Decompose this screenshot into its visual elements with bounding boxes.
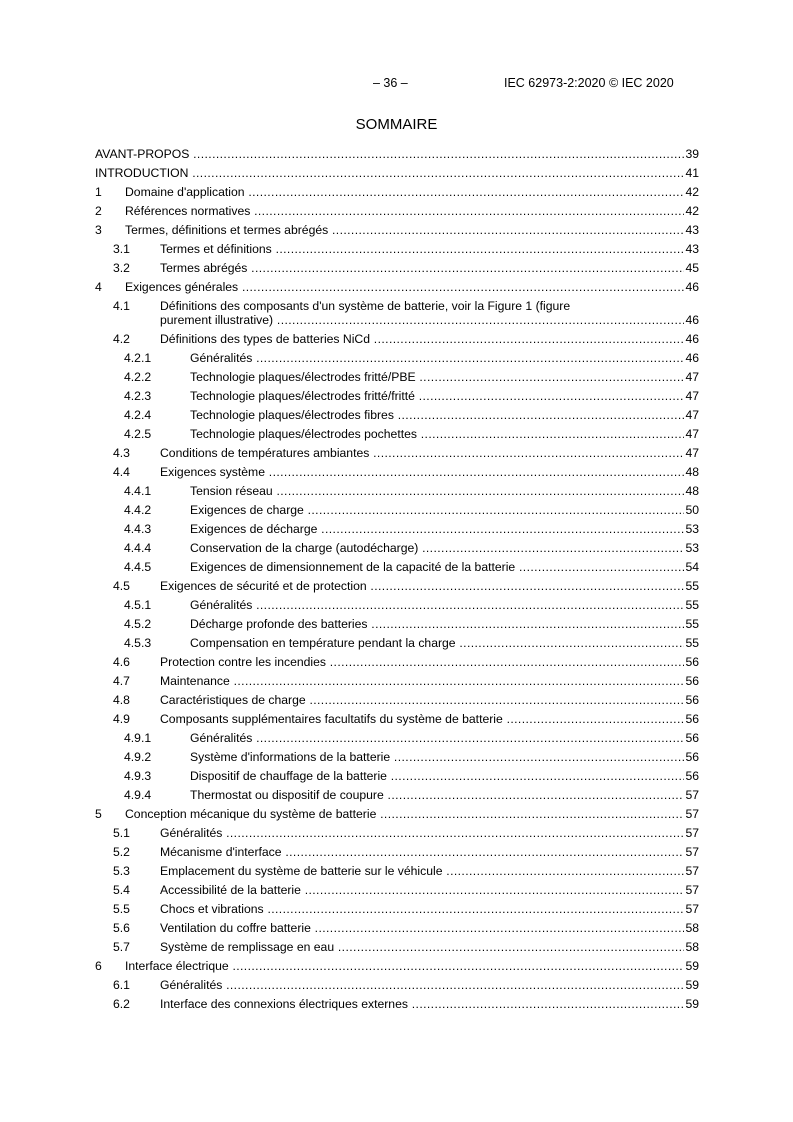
toc-entry-page: 53 xyxy=(685,541,699,555)
toc-entry-page: 57 xyxy=(685,788,699,802)
toc-entry-page: 56 xyxy=(685,731,699,745)
toc-entry-label: Conservation de la charge (autodécharge) ..... xyxy=(190,541,684,555)
toc-entry[interactable] xyxy=(95,899,699,918)
toc-entry-page: 56 xyxy=(685,674,699,688)
toc-entry-page: 56 xyxy=(685,750,699,764)
toc-entry[interactable] xyxy=(95,557,699,576)
toc-entry-page: 59 xyxy=(685,978,699,992)
toc-entry-page: 56 xyxy=(685,693,699,707)
toc-entry[interactable] xyxy=(95,576,699,595)
toc-entry-page: 56 xyxy=(685,712,699,726)
toc-entry-page: 57 xyxy=(685,845,699,859)
toc-entry[interactable] xyxy=(95,766,699,785)
toc-entry-number: 4.4.4 xyxy=(124,541,152,555)
toc-entry-number: 5.5 xyxy=(113,902,130,916)
toc-entry-label: Conditions de températures ambiantes ..... xyxy=(160,446,684,460)
toc-entry-label: Technologie plaques/électrodes pochettes ..... xyxy=(190,427,684,441)
toc-entry[interactable] xyxy=(95,481,699,500)
toc-entry-number: 4.2.4 xyxy=(124,408,152,422)
toc-entry-number: 4.5.1 xyxy=(124,598,152,612)
toc-entry-number: 5.1 xyxy=(113,826,130,840)
toc-entry-number: 4.4.3 xyxy=(124,522,152,536)
toc-entry-page: 48 xyxy=(685,484,699,498)
toc-entry-page: 42 xyxy=(685,204,699,218)
toc-entry-label: Définitions des types de batteries NiCd ..... xyxy=(160,332,684,346)
toc-entry-label: Termes et définitions ..... xyxy=(160,242,684,256)
toc-entry[interactable] xyxy=(95,690,699,709)
toc-entry-page: 55 xyxy=(685,636,699,650)
toc-entry-label: Tension réseau ..... xyxy=(190,484,684,498)
toc-entry-number: 4.9 xyxy=(113,712,130,726)
toc-entry[interactable] xyxy=(95,785,699,804)
toc-entry-number: 4.9.1 xyxy=(124,731,152,745)
toc-entry-label: Ventilation du coffre batterie ..... xyxy=(160,921,684,935)
toc-entry[interactable] xyxy=(95,652,699,671)
toc-entry-number: 4.7 xyxy=(113,674,130,688)
toc-entry[interactable] xyxy=(95,348,699,367)
toc-entry-page: 42 xyxy=(685,185,699,199)
toc-entry-label: Protection contre les incendies ..... xyxy=(160,655,684,669)
toc-entry-label: Définitions des composants d'un système de batterie, voir la Figure 1 (figure xyxy=(160,299,571,313)
toc-entry[interactable] xyxy=(95,386,699,405)
toc-entry-label: Compensation en température pendant la charge ..... xyxy=(190,636,684,650)
toc-entry-label: Généralités ..... xyxy=(190,351,684,365)
toc-entry-number: 3.1 xyxy=(113,242,130,256)
toc-entry-label: Dispositif de chauffage de la batterie ..... xyxy=(190,769,684,783)
toc-entry-page: 46 xyxy=(685,313,699,327)
toc-entry-label: Système de remplissage en eau ..... xyxy=(160,940,684,954)
toc-entry-page: 56 xyxy=(685,655,699,669)
toc-entry-label: Termes abrégés ..... xyxy=(160,261,684,275)
toc-entry-number: 5.3 xyxy=(113,864,130,878)
toc-entry-label: Exigences générales ..... xyxy=(125,280,684,294)
toc-entry-number: 6.2 xyxy=(113,997,130,1011)
toc-entry[interactable] xyxy=(95,823,699,842)
toc-entry[interactable] xyxy=(95,709,699,728)
toc-entry-number: 4.4.5 xyxy=(124,560,152,574)
toc-entry-label: INTRODUCTION ..... xyxy=(95,166,684,180)
toc-entry-number: 4.9.2 xyxy=(124,750,152,764)
toc-entry-page: 46 xyxy=(685,280,699,294)
toc-entry-number: 4.2.5 xyxy=(124,427,152,441)
toc-entry-label: Généralités ..... xyxy=(160,826,684,840)
toc-entry-page: 45 xyxy=(685,261,699,275)
toc-entry[interactable] xyxy=(95,956,699,975)
toc-entry-page: 56 xyxy=(685,769,699,783)
toc-entry-label: Accessibilité de la batterie ..... xyxy=(160,883,684,897)
toc-entry-number: 4.9.3 xyxy=(124,769,152,783)
toc-entry-page: 41 xyxy=(685,166,699,180)
toc-entry-label: Thermostat ou dispositif de coupure ..... xyxy=(190,788,684,802)
toc-entry[interactable] xyxy=(95,614,699,633)
toc-entry-page: 48 xyxy=(685,465,699,479)
toc-entry-label: Conception mécanique du système de batterie ..... xyxy=(125,807,684,821)
toc-entry-number: 4.1 xyxy=(113,299,130,313)
toc-entry-page: 55 xyxy=(685,617,699,631)
page-title: SOMMAIRE xyxy=(355,116,438,133)
toc-entry-number: 6.1 xyxy=(113,978,130,992)
toc-entry-label: Composants supplémentaires facultatifs du système de batterie ..... xyxy=(160,712,684,726)
page-number: – 36 – xyxy=(373,76,408,90)
toc-entry-page: 46 xyxy=(685,332,699,346)
toc-entry-number: 4.4.1 xyxy=(124,484,152,498)
toc-entry[interactable] xyxy=(95,163,699,182)
toc-entry-number: 1 xyxy=(95,185,102,199)
toc-entry-label: Emplacement du système de batterie sur le véhicule ..... xyxy=(160,864,684,878)
toc-entry-number: 4.3 xyxy=(113,446,130,460)
toc-entry[interactable] xyxy=(95,424,699,443)
toc-entry-label: Maintenance ..... xyxy=(160,674,684,688)
toc-entry-label: Exigences de charge ..... xyxy=(190,503,684,517)
toc-entry[interactable] xyxy=(95,443,699,462)
toc-entry-label: Interface des connexions électriques externes ..... xyxy=(160,997,684,1011)
toc-entry-number: 4.2.3 xyxy=(124,389,152,403)
toc-entry[interactable] xyxy=(95,296,699,329)
toc-entry-page: 57 xyxy=(685,902,699,916)
toc-entry[interactable] xyxy=(95,239,699,258)
toc-entry[interactable] xyxy=(95,277,699,296)
toc-entry-page: 53 xyxy=(685,522,699,536)
toc-entry[interactable] xyxy=(95,747,699,766)
toc-entry-label: Exigences système ..... xyxy=(160,465,684,479)
toc-entry-page: 50 xyxy=(685,503,699,517)
toc-entry-label: Décharge profonde des batteries ..... xyxy=(190,617,684,631)
toc-entry[interactable] xyxy=(95,519,699,538)
toc-entry[interactable] xyxy=(95,182,699,201)
toc-entry[interactable] xyxy=(95,258,699,277)
toc-entry-number: 4.4.2 xyxy=(124,503,152,517)
toc-entry-label: Technologie plaques/électrodes fibres ..... xyxy=(190,408,684,422)
toc-entry-page: 59 xyxy=(685,959,699,973)
toc-entry-label: Technologie plaques/électrodes fritté/PBE ..... xyxy=(190,370,684,384)
toc-entry[interactable] xyxy=(95,500,699,519)
toc-entry-page: 57 xyxy=(685,826,699,840)
toc-entry-number: 4.9.4 xyxy=(124,788,152,802)
toc-entry-number: 4 xyxy=(95,280,102,294)
toc-entry[interactable] xyxy=(95,975,699,994)
toc-entry-label: Interface électrique ..... xyxy=(125,959,684,973)
toc-entry-label: Généralités ..... xyxy=(190,598,684,612)
toc-entry[interactable] xyxy=(95,728,699,747)
toc-entry-label: Exigences de sécurité et de protection ..... xyxy=(160,579,684,593)
toc-entry-number: 4.5 xyxy=(113,579,130,593)
toc-entry[interactable] xyxy=(95,144,699,163)
toc-entry-number: 4.2.1 xyxy=(124,351,152,365)
toc-entry-page: 55 xyxy=(685,598,699,612)
toc-entry-number: 4.2 xyxy=(113,332,130,346)
toc-entry[interactable] xyxy=(95,329,699,348)
toc-entry-page: 57 xyxy=(685,864,699,878)
toc-entry-page: 47 xyxy=(685,370,699,384)
toc-entry-number: 4.5.2 xyxy=(124,617,152,631)
toc-entry[interactable] xyxy=(95,220,699,239)
toc-entry-number: 4.5.3 xyxy=(124,636,152,650)
toc-entry-number: 3.2 xyxy=(113,261,130,275)
toc-entry[interactable] xyxy=(95,367,699,386)
document-id: IEC 62973-2:2020 © IEC 2020 xyxy=(504,76,674,90)
toc-entry-page: 47 xyxy=(685,389,699,403)
toc-entry-page: 58 xyxy=(685,940,699,954)
toc-entry-label: Termes, définitions et termes abrégés ..... xyxy=(125,223,684,237)
toc-entry-label: Caractéristiques de charge ..... xyxy=(160,693,684,707)
toc-entry[interactable] xyxy=(95,861,699,880)
toc-entry[interactable] xyxy=(95,405,699,424)
toc-entry-label: Généralités ..... xyxy=(160,978,684,992)
toc-entry-number: 3 xyxy=(95,223,102,237)
toc-entry-page: 54 xyxy=(685,560,699,574)
toc-entry-label: Exigences de décharge ..... xyxy=(190,522,684,536)
toc-entry-number: 4.2.2 xyxy=(124,370,152,384)
toc-entry-label: Exigences de dimensionnement de la capacité de la batterie ..... xyxy=(190,560,684,574)
toc-entry-label-continued: purement illustrative) ..... xyxy=(160,313,684,327)
toc-entry-label: Technologie plaques/électrodes fritté/fritté ..... xyxy=(190,389,684,403)
toc-entry-number: 5.2 xyxy=(113,845,130,859)
toc-entry[interactable] xyxy=(95,633,699,652)
toc-entry-number: 2 xyxy=(95,204,102,218)
toc-entry[interactable] xyxy=(95,462,699,481)
toc-entry-label: Mécanisme d'interface ..... xyxy=(160,845,684,859)
toc-entry-page: 39 xyxy=(685,147,699,161)
toc-entry[interactable] xyxy=(95,201,699,220)
toc-entry[interactable] xyxy=(95,918,699,937)
toc-entry[interactable] xyxy=(95,994,699,1013)
toc-entry-number: 4.4 xyxy=(113,465,130,479)
toc-entry[interactable] xyxy=(95,595,699,614)
toc-entry-page: 57 xyxy=(685,807,699,821)
toc-entry[interactable] xyxy=(95,538,699,557)
toc-entry-page: 58 xyxy=(685,921,699,935)
toc-entry-page: 43 xyxy=(685,223,699,237)
toc-entry-number: 5.7 xyxy=(113,940,130,954)
toc-entry-label: Références normatives ..... xyxy=(125,204,684,218)
toc-entry[interactable] xyxy=(95,880,699,899)
toc-entry-number: 5.4 xyxy=(113,883,130,897)
toc-entry-page: 47 xyxy=(685,427,699,441)
toc-entry-page: 47 xyxy=(685,408,699,422)
toc-entry[interactable] xyxy=(95,842,699,861)
toc-entry-number: 6 xyxy=(95,959,102,973)
toc-entry-number: 4.8 xyxy=(113,693,130,707)
toc-entry-label: Domaine d'application ..... xyxy=(125,185,684,199)
toc-entry-number: 5 xyxy=(95,807,102,821)
toc-entry-page: 43 xyxy=(685,242,699,256)
toc-entry-page: 46 xyxy=(685,351,699,365)
toc-entry-label: Généralités ..... xyxy=(190,731,684,745)
toc-entry-label: Chocs et vibrations ..... xyxy=(160,902,684,916)
toc-entry-number: 4.6 xyxy=(113,655,130,669)
toc-entry-page: 47 xyxy=(685,446,699,460)
table-of-contents xyxy=(95,144,699,1013)
toc-entry-label: Système d'informations de la batterie ..... xyxy=(190,750,684,764)
toc-entry[interactable] xyxy=(95,671,699,690)
toc-entry[interactable] xyxy=(95,937,699,956)
toc-entry-page: 57 xyxy=(685,883,699,897)
toc-entry-number: 5.6 xyxy=(113,921,130,935)
toc-entry-label: AVANT-PROPOS ..... xyxy=(95,147,684,161)
toc-entry-page: 55 xyxy=(685,579,699,593)
toc-entry[interactable] xyxy=(95,804,699,823)
toc-entry-page: 59 xyxy=(685,997,699,1011)
